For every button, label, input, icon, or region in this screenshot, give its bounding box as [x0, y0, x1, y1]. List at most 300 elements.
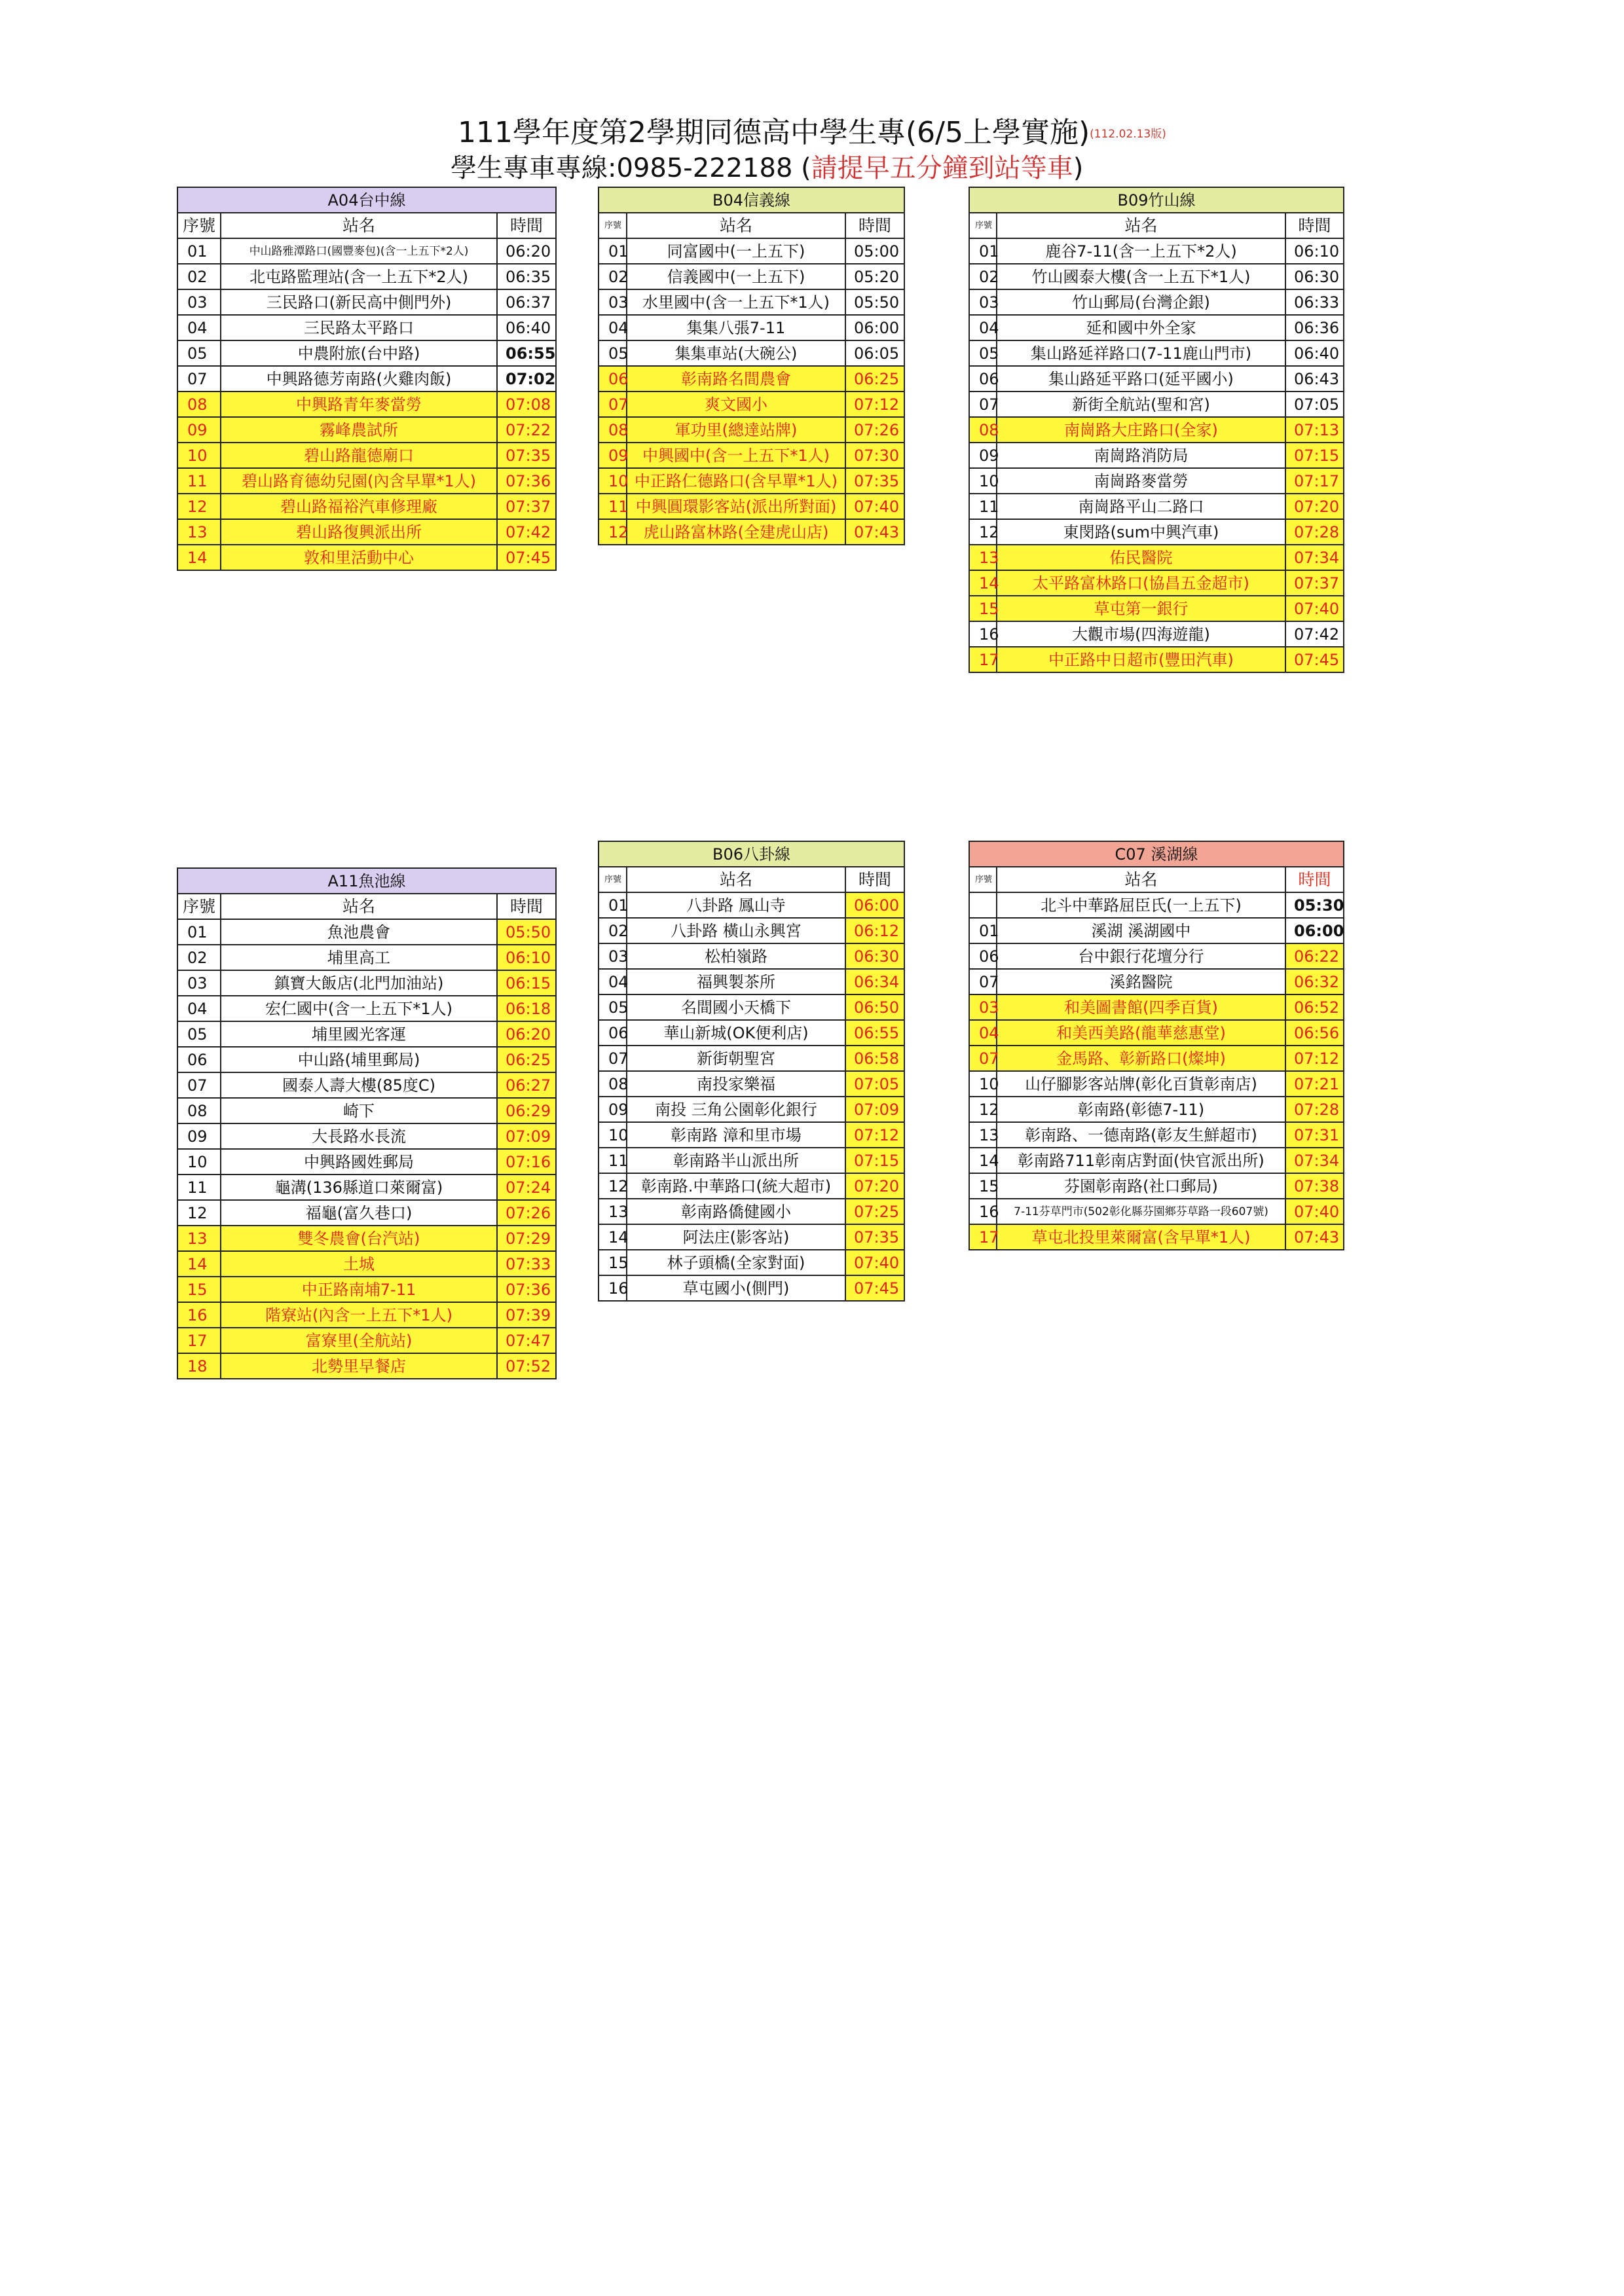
- stop-name: 新街全航站(聖和宮): [997, 392, 1285, 417]
- stop-seq: 03: [599, 943, 627, 969]
- table-row: [599, 366, 904, 392]
- table-row: [969, 1199, 1344, 1224]
- stop-time: 05:20: [845, 264, 904, 289]
- table-row: [599, 1148, 904, 1173]
- stop-name: 南崗路消防局: [997, 443, 1285, 468]
- stop-seq: 04: [969, 315, 997, 340]
- stop-seq: 04: [969, 1020, 997, 1046]
- table-row: [599, 1199, 904, 1224]
- seq-header: 序號: [599, 213, 627, 238]
- route-title: B04信義線: [599, 187, 904, 213]
- stop-name: 南投家樂福: [627, 1071, 845, 1097]
- stop-time: 07:31: [1285, 1122, 1344, 1148]
- time-header: 時間: [1285, 213, 1344, 238]
- stop-seq: 03: [177, 289, 221, 315]
- stop-time: 05:50: [845, 289, 904, 315]
- stop-seq: 13: [969, 545, 997, 570]
- table-row: [177, 1047, 556, 1072]
- stop-name: 草屯北投里萊爾富(含早單*1人): [997, 1224, 1285, 1250]
- stop-name: 中興路德芳南路(火雞肉飯): [221, 366, 497, 392]
- stop-name: 竹山郵局(台灣企銀): [997, 289, 1285, 315]
- stop-time: 07:21: [1285, 1071, 1344, 1097]
- table-row: [969, 545, 1344, 570]
- stop-time: 07:22: [497, 417, 556, 443]
- stop-time: 07:17: [1285, 468, 1344, 494]
- stop-time: 07:29: [497, 1226, 556, 1251]
- stop-name: 名間國小天橋下: [627, 994, 845, 1020]
- stop-name: 南崗路大庄路口(全家): [997, 417, 1285, 443]
- stop-seq: 13: [177, 1226, 221, 1251]
- stop-name: 竹山國泰大樓(含一上五下*1人): [997, 264, 1285, 289]
- stop-time: 06:00: [1285, 918, 1344, 943]
- time-header: 時間: [497, 213, 556, 238]
- stop-time: 05:00: [845, 238, 904, 264]
- table-row: [599, 994, 904, 1020]
- stop-name: 集山路延祥路口(7-11鹿山門市): [997, 340, 1285, 366]
- stop-name: 北勢里早餐店: [221, 1353, 497, 1379]
- stop-name: 三民路太平路口: [221, 315, 497, 340]
- stop-time: 07:40: [845, 1250, 904, 1275]
- stop-seq: 13: [969, 1122, 997, 1148]
- table-row: [599, 289, 904, 315]
- stop-name: 龜溝(136縣道口萊爾富): [221, 1175, 497, 1200]
- stop-name: 草屯國小(側門): [627, 1275, 845, 1301]
- table-row: [969, 366, 1344, 392]
- table-row: [599, 1071, 904, 1097]
- stop-time: 06:37: [497, 289, 556, 315]
- table-row: [177, 1072, 556, 1098]
- table-row: [599, 238, 904, 264]
- stop-seq: 08: [969, 417, 997, 443]
- stop-name: 土城: [221, 1251, 497, 1277]
- stop-header: 站名: [627, 213, 845, 238]
- table-row: [177, 1302, 556, 1328]
- stop-time: 07:34: [1285, 1148, 1344, 1173]
- stop-name: 碧山路育德幼兒園(內含早單*1人): [221, 468, 497, 494]
- stop-name: 南投 三角公園彰化銀行: [627, 1097, 845, 1122]
- stop-seq: 06: [599, 366, 627, 392]
- stop-seq: 15: [969, 596, 997, 621]
- table-row: [599, 1224, 904, 1250]
- stop-time: 07:12: [845, 392, 904, 417]
- stop-header: 站名: [997, 867, 1285, 892]
- stop-seq: 08: [177, 1098, 221, 1123]
- stop-time: 05:50: [497, 919, 556, 945]
- stop-time: 07:13: [1285, 417, 1344, 443]
- stop-time: 06:55: [845, 1020, 904, 1046]
- stop-name: 北屯路監理站(含一上五下*2人): [221, 264, 497, 289]
- stop-name: 崎下: [221, 1098, 497, 1123]
- stop-name: 中正路南埔7-11: [221, 1277, 497, 1302]
- table-row: [177, 545, 556, 570]
- table-row: [177, 1353, 556, 1379]
- stop-time: 07:20: [1285, 494, 1344, 519]
- stop-time: 07:37: [1285, 570, 1344, 596]
- stop-name: 中興圓環影客站(派出所對面): [627, 494, 845, 519]
- route-title: A04台中線: [177, 187, 556, 213]
- time-header: 時間: [1285, 867, 1344, 892]
- table-row: [969, 1173, 1344, 1199]
- stop-time: 06:50: [845, 994, 904, 1020]
- stop-seq: 01: [599, 892, 627, 918]
- stop-time: 07:09: [497, 1123, 556, 1149]
- stop-time: 06:52: [1285, 994, 1344, 1020]
- stop-name: 八卦路 橫山永興宮: [627, 918, 845, 943]
- route-table-a04: [177, 187, 557, 571]
- stop-seq: 12: [177, 494, 221, 519]
- stop-seq: 03: [599, 289, 627, 315]
- table-row: [599, 892, 904, 918]
- stop-seq: 05: [969, 340, 997, 366]
- route-title: A11魚池線: [177, 868, 556, 894]
- stop-seq: 03: [969, 289, 997, 315]
- stop-time: 06:32: [1285, 969, 1344, 994]
- route-title: B09竹山線: [969, 187, 1344, 213]
- stop-name: 碧山路龍德廟口: [221, 443, 497, 468]
- table-row: [969, 1097, 1344, 1122]
- stop-name: 山仔腳影客站牌(彰化百貨彰南店): [997, 1071, 1285, 1097]
- stop-seq: 05: [177, 1021, 221, 1047]
- stop-seq: 07: [177, 1072, 221, 1098]
- stop-time: 06:12: [845, 918, 904, 943]
- table-row: [969, 392, 1344, 417]
- stop-seq: 14: [599, 1224, 627, 1250]
- table-row: [969, 943, 1344, 969]
- table-row: [969, 621, 1344, 647]
- table-row: [177, 1123, 556, 1149]
- stop-name: 松柏嶺路: [627, 943, 845, 969]
- stop-seq: 09: [177, 417, 221, 443]
- stop-time: 07:15: [1285, 443, 1344, 468]
- stop-name: 碧山路復興派出所: [221, 519, 497, 545]
- stop-seq: 08: [177, 392, 221, 417]
- seq-header: 序號: [177, 894, 221, 919]
- stop-time: 07:34: [1285, 545, 1344, 570]
- stop-seq: 09: [599, 443, 627, 468]
- stop-seq: 09: [969, 443, 997, 468]
- table-row: [599, 264, 904, 289]
- stop-header: 站名: [221, 894, 497, 919]
- stop-name: 溪湖 溪湖國中: [997, 918, 1285, 943]
- stop-time: 06:10: [497, 945, 556, 970]
- stop-header: 站名: [627, 867, 845, 892]
- stop-name: 南崗路麥當勞: [997, 468, 1285, 494]
- close-paren: ): [1073, 153, 1084, 183]
- table-row: [599, 1097, 904, 1122]
- stop-name: 大觀市場(四海遊龍): [997, 621, 1285, 647]
- stop-time: 07:08: [497, 392, 556, 417]
- route-title: C07 溪湖線: [969, 841, 1344, 867]
- table-row: [177, 945, 556, 970]
- stop-name: 溪銘醫院: [997, 969, 1285, 994]
- stop-time: 07:52: [497, 1353, 556, 1379]
- stop-seq: 04: [599, 315, 627, 340]
- table-row: [177, 919, 556, 945]
- stop-time: 06:35: [497, 264, 556, 289]
- stop-seq: 07: [599, 1046, 627, 1071]
- route-table-b04: [598, 187, 905, 545]
- stop-name: 新街朝聖宮: [627, 1046, 845, 1071]
- stop-time: 07:35: [845, 468, 904, 494]
- stop-name: 集集車站(大碗公): [627, 340, 845, 366]
- stop-name: 南崗路平山二路口: [997, 494, 1285, 519]
- stop-name: 7-11芬草門市(502彰化縣芬園鄉芬草路一段607號): [997, 1199, 1285, 1224]
- stop-name: 虎山路富林路(全建虎山店): [627, 519, 845, 545]
- stop-time: 06:20: [497, 238, 556, 264]
- stop-seq: 03: [177, 970, 221, 996]
- stop-seq: 12: [969, 519, 997, 545]
- stop-name: 階寮站(內含一上五下*1人): [221, 1302, 497, 1328]
- stop-seq: 04: [599, 969, 627, 994]
- stop-name: 北斗中華路屈臣氏(一上五下): [997, 892, 1285, 918]
- stop-name: 芬園彰南路(社口郵局): [997, 1173, 1285, 1199]
- stop-seq: 02: [177, 264, 221, 289]
- table-row: [177, 1021, 556, 1047]
- stop-name: 中農附旅(台中路): [221, 340, 497, 366]
- stop-seq: 07: [177, 366, 221, 392]
- stop-time: 07:15: [845, 1148, 904, 1173]
- table-row: [969, 443, 1344, 468]
- stop-name: 阿法庄(影客站): [627, 1224, 845, 1250]
- stop-seq: 14: [177, 1251, 221, 1277]
- stop-name: 彰南路、一德南路(彰友生鮮超市): [997, 1122, 1285, 1148]
- stop-name: 鹿谷7-11(含一上五下*2人): [997, 238, 1285, 264]
- table-row: [177, 494, 556, 519]
- table-row: [969, 1046, 1344, 1071]
- stop-seq: 07: [599, 392, 627, 417]
- stop-name: 大長路水長流: [221, 1123, 497, 1149]
- stop-seq: 16: [599, 1275, 627, 1301]
- stop-name: 敦和里活動中心: [221, 545, 497, 570]
- stop-name: 和美西美路(龍華慈惠堂): [997, 1020, 1285, 1046]
- stop-time: 07:38: [1285, 1173, 1344, 1199]
- stop-seq: 04: [177, 996, 221, 1021]
- table-row: [969, 647, 1344, 672]
- stop-name: 彰南路僑健國小: [627, 1199, 845, 1224]
- stop-seq: 06: [177, 1047, 221, 1072]
- stop-time: 06:29: [497, 1098, 556, 1123]
- route-table-b06: [598, 841, 905, 1302]
- stop-seq: 01: [177, 238, 221, 264]
- stop-time: 07:37: [497, 494, 556, 519]
- stop-name: 爽文國小: [627, 392, 845, 417]
- time-header: 時間: [497, 894, 556, 919]
- table-row: [969, 1148, 1344, 1173]
- stop-time: 07:35: [497, 443, 556, 468]
- stop-time: 07:12: [1285, 1046, 1344, 1071]
- stop-time: 06:05: [845, 340, 904, 366]
- stop-name: 鎮寶大飯店(北門加油站): [221, 970, 497, 996]
- table-row: [599, 392, 904, 417]
- stop-name: 草屯第一銀行: [997, 596, 1285, 621]
- table-row: [599, 1122, 904, 1148]
- stop-name: 三民路口(新民高中側門外): [221, 289, 497, 315]
- stop-time: 07:43: [845, 519, 904, 545]
- table-row: [177, 289, 556, 315]
- table-row: [177, 1200, 556, 1226]
- stop-time: 07:39: [497, 1302, 556, 1328]
- stop-time: 07:33: [497, 1251, 556, 1277]
- stop-seq: 10: [969, 1071, 997, 1097]
- table-row: [969, 519, 1344, 545]
- table-row: [969, 315, 1344, 340]
- stop-name: 魚池農會: [221, 919, 497, 945]
- table-row: [969, 892, 1344, 918]
- stop-name: 中山路(埔里郵局): [221, 1047, 497, 1072]
- stop-time: 06:36: [1285, 315, 1344, 340]
- stop-time: 06:58: [845, 1046, 904, 1071]
- stop-seq: 14: [969, 1148, 997, 1173]
- stop-name: 延和國中外全家: [997, 315, 1285, 340]
- table-row: [177, 392, 556, 417]
- stop-name: 彰南路半山派出所: [627, 1148, 845, 1173]
- table-row: [599, 918, 904, 943]
- stop-seq: 02: [969, 264, 997, 289]
- stop-seq: 07: [969, 969, 997, 994]
- stop-seq: 09: [177, 1123, 221, 1149]
- stop-time: 07:45: [1285, 647, 1344, 672]
- stop-name: 埔里國光客運: [221, 1021, 497, 1047]
- stop-time: 06:00: [845, 315, 904, 340]
- stop-seq: 15: [969, 1173, 997, 1199]
- stop-seq: 17: [177, 1328, 221, 1353]
- stop-time: 06:40: [497, 315, 556, 340]
- stop-time: 07:40: [1285, 596, 1344, 621]
- table-row: [599, 1020, 904, 1046]
- stop-time: 06:15: [497, 970, 556, 996]
- stop-seq: 02: [599, 264, 627, 289]
- table-row: [969, 969, 1344, 994]
- stop-name: 和美圖書館(四季百貨): [997, 994, 1285, 1020]
- stop-seq: 17: [969, 1224, 997, 1250]
- stop-seq: 01: [969, 918, 997, 943]
- stop-seq: 16: [969, 1199, 997, 1224]
- table-row: [969, 570, 1344, 596]
- table-row: [599, 969, 904, 994]
- stop-time: 07:26: [845, 417, 904, 443]
- stop-name: 中山路雅潭路口(國豐麥包)(含一上五下*2人): [221, 238, 497, 264]
- table-row: [969, 1020, 1344, 1046]
- stop-seq: 10: [599, 468, 627, 494]
- table-row: [969, 994, 1344, 1020]
- stop-name: 集集八張7-11: [627, 315, 845, 340]
- stop-name: 彰南路(彰德7-11): [997, 1097, 1285, 1122]
- stop-name: 台中銀行花壇分行: [997, 943, 1285, 969]
- table-row: [599, 494, 904, 519]
- stop-seq: 15: [599, 1250, 627, 1275]
- stop-seq: 01: [177, 919, 221, 945]
- stop-seq: 04: [177, 315, 221, 340]
- title-text: 111學年度第2學期同德高中學生專(6/5上學實施): [458, 116, 1090, 149]
- stop-time: 06:10: [1285, 238, 1344, 264]
- stop-time: 07:16: [497, 1149, 556, 1175]
- seq-header: 序號: [969, 213, 997, 238]
- stop-time: 06:40: [1285, 340, 1344, 366]
- table-row: [177, 238, 556, 264]
- stop-name: 富寮里(全航站): [221, 1328, 497, 1353]
- stop-name: 中正路中日超市(豐田汽車): [997, 647, 1285, 672]
- document-title: [0, 115, 1624, 153]
- table-row: [177, 1277, 556, 1302]
- table-row: [969, 918, 1344, 943]
- stop-name: 埔里高工: [221, 945, 497, 970]
- stop-seq: 06: [969, 366, 997, 392]
- stop-time: 06:33: [1285, 289, 1344, 315]
- stop-seq: 12: [599, 1173, 627, 1199]
- route-table-c07: [969, 841, 1344, 1250]
- stop-time: 07:45: [845, 1275, 904, 1301]
- stop-time: 07:02: [497, 366, 556, 392]
- table-row: [969, 1122, 1344, 1148]
- table-row: [177, 970, 556, 996]
- stop-seq: 12: [969, 1097, 997, 1122]
- stop-name: 碧山路福裕汽車修理廠: [221, 494, 497, 519]
- stop-seq: 14: [177, 545, 221, 570]
- stop-seq: 12: [599, 519, 627, 545]
- stop-name: 國泰人壽大樓(85度C): [221, 1072, 497, 1098]
- stop-seq: 07: [969, 392, 997, 417]
- stop-name: 華山新城(OK便利店): [627, 1020, 845, 1046]
- stop-time: 06:18: [497, 996, 556, 1021]
- table-row: [177, 1251, 556, 1277]
- seq-header: 序號: [969, 867, 997, 892]
- table-row: [177, 1226, 556, 1251]
- stop-time: 07:30: [845, 443, 904, 468]
- stop-time: 07:42: [1285, 621, 1344, 647]
- stop-time: 07:36: [497, 1277, 556, 1302]
- stop-seq: 16: [969, 621, 997, 647]
- stop-name: 霧峰農試所: [221, 417, 497, 443]
- stop-name: 福龜(富久巷口): [221, 1200, 497, 1226]
- stop-time: 06:00: [845, 892, 904, 918]
- stop-name: 水里國中(含一上五下*1人): [627, 289, 845, 315]
- stop-name: 宏仁國中(含一上五下*1人): [221, 996, 497, 1021]
- stop-seq: 01: [969, 238, 997, 264]
- stop-seq: 05: [599, 994, 627, 1020]
- stop-time: 06:34: [845, 969, 904, 994]
- table-row: [177, 996, 556, 1021]
- table-row: [177, 264, 556, 289]
- stop-time: 06:22: [1285, 943, 1344, 969]
- table-row: [177, 1149, 556, 1175]
- stop-time: 07:25: [845, 1199, 904, 1224]
- stop-seq: [969, 892, 997, 918]
- table-row: [177, 366, 556, 392]
- stop-time: 07:43: [1285, 1224, 1344, 1250]
- table-row: [969, 289, 1344, 315]
- stop-name: 八卦路 鳳山寺: [627, 892, 845, 918]
- stop-time: 06:56: [1285, 1020, 1344, 1046]
- stop-seq: 11: [599, 1148, 627, 1173]
- seq-header: 序號: [599, 867, 627, 892]
- stop-seq: 06: [969, 943, 997, 969]
- table-row: [969, 494, 1344, 519]
- stop-time: 07:35: [845, 1224, 904, 1250]
- stop-seq: 08: [599, 1071, 627, 1097]
- stop-seq: 11: [177, 468, 221, 494]
- hotline-line: [451, 152, 1083, 185]
- stop-seq: 02: [177, 945, 221, 970]
- stop-time: 05:30: [1285, 892, 1344, 918]
- route-table-a11: [177, 867, 557, 1379]
- table-row: [599, 340, 904, 366]
- table-row: [177, 1328, 556, 1353]
- stop-time: 06:27: [497, 1072, 556, 1098]
- stop-time: 07:47: [497, 1328, 556, 1353]
- table-row: [969, 264, 1344, 289]
- stop-seq: 11: [599, 494, 627, 519]
- stop-seq: 10: [177, 443, 221, 468]
